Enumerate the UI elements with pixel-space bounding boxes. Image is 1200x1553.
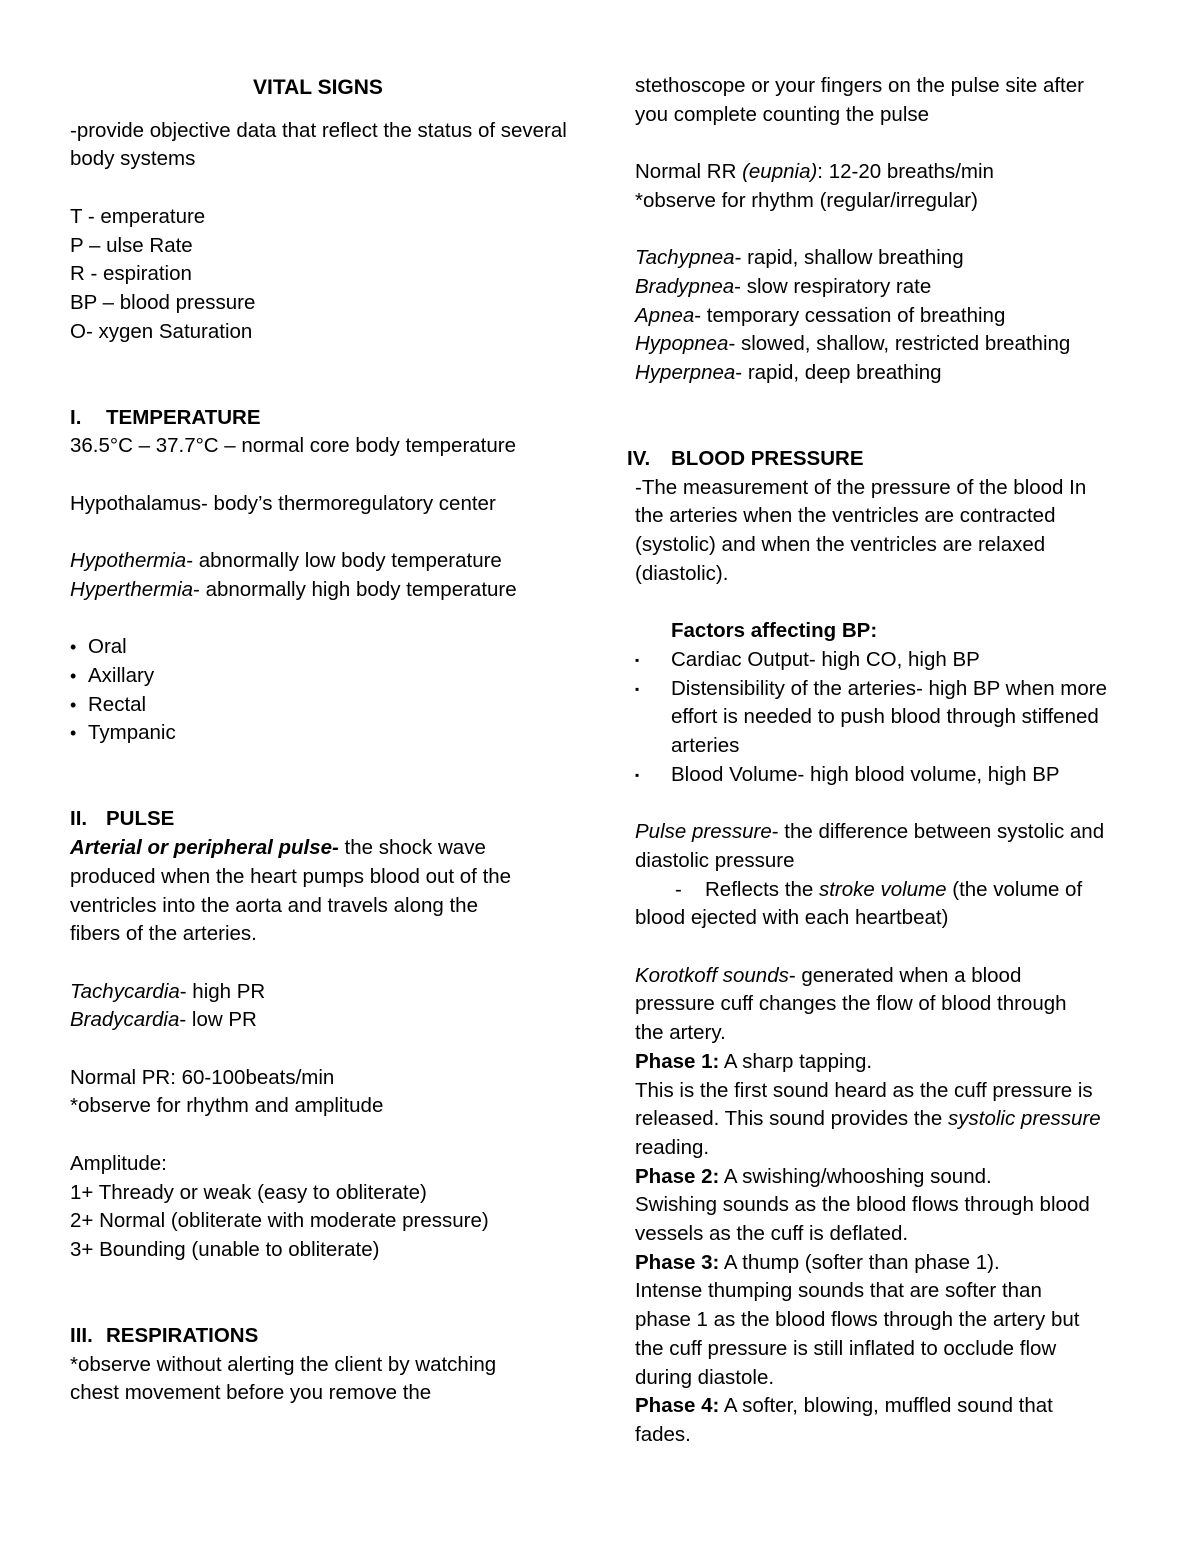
pulse-pressure-def: Pulse pressure- the difference between systolic and [635, 820, 1105, 844]
hypothermia-def: Hypothermia- abnormally low body temperature [70, 549, 502, 573]
pulse-observe: *observe for rhythm and amplitude [70, 1094, 384, 1118]
tachycardia-def: Tachycardia- high PR [70, 979, 266, 1003]
temperature-heading: I. TEMPERATURE [70, 405, 261, 429]
phase-3-title: Phase 3: A thump (softer than phase 1). [635, 1250, 1000, 1274]
phase-2-title: Phase 2: A swishing/whooshing sound. [635, 1164, 992, 1188]
list-item: • Tympanic [70, 719, 570, 748]
bullet-dot-icon: • [70, 665, 77, 686]
rr-observe: *observe for rhythm (regular/irregular) [635, 188, 978, 212]
mnemonic-item: T - emperature [70, 204, 206, 228]
bullet-dot-icon: • [70, 637, 77, 658]
mnemonic-item: BP – blood pressure [70, 290, 256, 314]
breathing-term: Hyperpnea- rapid, deep breathing [635, 361, 942, 384]
phase-4-line: fades. [635, 1422, 691, 1446]
mnemonic-item: O- xygen Saturation [70, 319, 253, 343]
korotkoff-def-line: pressure cuff changes the flow of blood through [635, 992, 1067, 1016]
respirations-continued-line: you complete counting the pulse [635, 102, 930, 126]
phase-1-line: released. This sound provides the systolic pressure [635, 1107, 1101, 1131]
pulse-definition: Arterial or peripheral pulse- the shock wave [70, 836, 486, 860]
breathing-term: Hypopnea- slowed, shallow, restricted breathing [635, 332, 1071, 356]
pulse-pressure-def-cont: diastolic pressure [635, 848, 795, 872]
amplitude-item: 2+ Normal (obliterate with moderate pressure) [70, 1209, 489, 1233]
square-bullet-icon: ▪ [635, 681, 640, 696]
phase-4-title: Phase 4: A softer, blowing, muffled sound that [635, 1394, 1053, 1418]
hypothalamus-text: Hypothalamus- body’s thermoregulatory center [70, 491, 496, 515]
stroke-volume-note: - Reflects the stroke volume (the volume of [635, 876, 1145, 905]
list-item: • Axillary [70, 662, 570, 691]
page-title: VITAL SIGNS [253, 76, 383, 99]
list-item: ▪ Blood Volume- high blood volume, high BP [635, 761, 1145, 790]
pulse-definition-line: produced when the heart pumps blood out of the [70, 864, 512, 888]
breathing-term: Bradypnea- slow respiratory rate [635, 274, 932, 298]
korotkoff-def-line: the artery. [635, 1021, 726, 1045]
stroke-volume-note-cont: blood ejected with each heartbeat) [635, 906, 949, 930]
bullet-dot-icon: • [70, 723, 77, 744]
intro-text: -provide objective data that reflect the status of several body systems [70, 118, 567, 171]
hyperthermia-def: Hyperthermia- abnormally high body temperature [70, 577, 517, 601]
bp-definition-line: (diastolic). [635, 561, 729, 585]
pulse-heading: II. PULSE [70, 807, 175, 831]
list-item: ▪ Cardiac Output- high CO, high BP [635, 646, 1145, 675]
amplitude-item: 3+ Bounding (unable to obliterate) [70, 1237, 380, 1261]
amplitude-item: 1+ Thready or weak (easy to obliterate) [70, 1180, 427, 1204]
left-column [70, 74, 570, 1408]
list-item: ▪ Distensibility of the arteries- high BP when more effort is needed to push blood through stiffened arteries [635, 675, 1145, 761]
pulse-definition-line: fibers of the arteries. [70, 922, 257, 946]
phase-3-line: Intense thumping sounds that are softer than [635, 1279, 1042, 1303]
breathing-term: Tachypnea- rapid, shallow breathing [635, 246, 964, 270]
bp-definition-line: -The measurement of the pressure of the blood In [635, 475, 1087, 499]
phase-2-line: vessels as the cuff is deflated. [635, 1222, 909, 1246]
phase-3-line: during diastole. [635, 1365, 775, 1389]
temperature-normal: 36.5°C – 37.7°C – normal core body temperature [70, 434, 516, 458]
phase-2-line: Swishing sounds as the blood flows through blood [635, 1193, 1090, 1217]
bradycardia-def: Bradycardia- low PR [70, 1008, 257, 1032]
phase-1-title: Phase 1: A sharp tapping. [635, 1049, 873, 1073]
respirations-observe-line: chest movement before you remove the [70, 1381, 432, 1405]
phase-3-line: the cuff pressure is still inflated to occlude flow [635, 1336, 1057, 1360]
bp-definition-line: the arteries when the ventricles are contracted [635, 504, 1056, 528]
breathing-term: Apnea- temporary cessation of breathing [635, 303, 1006, 327]
phase-1-line: reading. [635, 1135, 710, 1159]
square-bullet-icon: ▪ [635, 652, 640, 667]
respirations-heading: III. RESPIRATIONS [70, 1324, 259, 1348]
korotkoff-def: Korotkoff sounds- generated when a blood [635, 963, 1022, 987]
respirations-continued-line: stethoscope or your fingers on the pulse site after [635, 74, 1084, 97]
amplitude-label: Amplitude: [70, 1151, 167, 1175]
list-item: • Oral [70, 633, 570, 662]
right-column [627, 72, 1145, 1450]
mnemonic-item: P – ulse Rate [70, 233, 193, 257]
normal-rr: Normal RR (eupnia): 12-20 breaths/min [635, 160, 994, 184]
bp-definition-line: (systolic) and when the ventricles are relaxed [635, 533, 1046, 557]
bullet-dot-icon: • [70, 694, 77, 715]
blood-pressure-heading: IV. BLOOD PRESSURE [627, 447, 864, 471]
factors-heading: Factors affecting BP: [671, 619, 878, 643]
pulse-definition-line: ventricles into the aorta and travels along the [70, 893, 478, 917]
phase-1-line: This is the first sound heard as the cuff pressure is [635, 1078, 1093, 1102]
respirations-observe-line: *observe without alerting the client by watching [70, 1352, 497, 1376]
normal-pr: Normal PR: 60-100beats/min [70, 1065, 335, 1089]
phase-3-line: phase 1 as the blood flows through the artery but [635, 1308, 1080, 1332]
dash-bullet-icon: - [675, 877, 682, 901]
mnemonic-item: R - espiration [70, 262, 192, 286]
square-bullet-icon: ▪ [635, 767, 640, 782]
list-item: • Rectal [70, 691, 570, 720]
